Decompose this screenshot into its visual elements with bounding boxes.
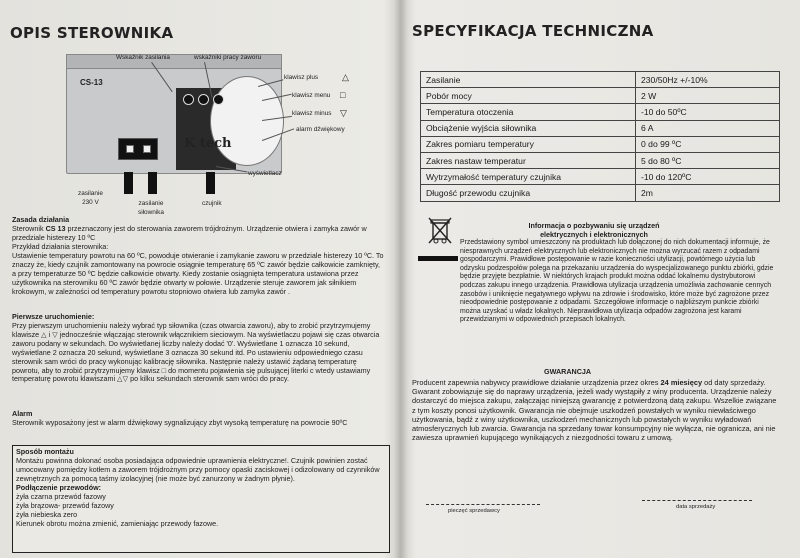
date-line xyxy=(642,500,752,501)
spec-name: Temperatura otoczenia xyxy=(421,104,636,120)
left-title: OPIS STEROWNIKA xyxy=(10,24,174,42)
stamp-label: pieczęć sprzedawcy xyxy=(448,508,500,514)
spec-value: -10 do 50ºC xyxy=(636,104,780,120)
wires-heading: Podłączenie przewodów: xyxy=(16,483,102,492)
actuator-cable xyxy=(148,172,157,194)
power-cable xyxy=(124,172,133,194)
valve-led-icon xyxy=(213,94,224,105)
spec-name: Zasilanie xyxy=(421,72,636,88)
spec-value: 2m xyxy=(636,185,780,201)
alarm-body: Sterownik wyposażony jest w alarm dźwiękowy sygnalizujący zbyt wysoką temperaturę na powrocie 90ºC xyxy=(12,418,348,427)
spec-name: Zakres nastaw temperatur xyxy=(421,152,636,168)
right-column xyxy=(404,0,800,558)
left-column xyxy=(0,0,396,558)
power-indicator-label: Wskaźnik zasilania xyxy=(116,54,170,61)
first-start-body: Przy pierwszym uruchomieniu należy wybrać typ siłownika (czas otwarcia zaworu), aby to zrobić przytrzymujemy klawisze △ i ▽ jednocześnie włączając sterownik włącznikiem sieciowym. Na wyświetlaczu pojawi się czas otwarcia zaworu podany w sekundach. Do wyświetlanej liczby należy dodać '0'. Wyświetlane 1 oznacza 10 sekund, wyświetlane 2 oznacza 20 sekund, wyświetlane 3 oznacza 30 sekund itd. Po ustawieniu odpowiedniego czasu sterownik sam wróci do pracy wykonując kalibrację siłownika. Następnie należy ustawić żądaną temperaturę powrotu, aby to zrobić przytrzymujemy klawisz □ do momentu pojawienia się pulsującej literki c wtedy ustawiamy temperaturę powrotu klawiszami △▽ po kilku sekundach sterownik sam wróci do pracy. xyxy=(12,321,380,384)
spec-name: Wytrzymałość temperatury czujnika xyxy=(421,169,636,185)
mounting-box xyxy=(12,445,390,553)
disposal-body: Przedstawiony symbol umieszczony na produktach lub dołączonej do nich dokumentacji informuje, że niesprawnych urządzeń elektrycznych lub elektronicznych nie można wyrzucać razem z odpadami gospodarczymi. Prawidłowe postępowanie w razie konieczności utylizacji, powtórnego użycia lub odzysku podzespołów polega na przekazaniu urządzenia do wyspecjalizowanego punktu zbiórki, gdzie będzie przyjęte bezpłatnie. W niektórych krajach produkt można oddać lokalnemu dystrybutorowi podczas zakupu innego urządzenia. Prawidłowa utylizacja urządzenia umożliwia zachowanie cennych zasobów i uniknięcie negatywnego wpływu na zdrowie i środowisko, które może być zagrożone przez nieodpowiednie postępowanie z odpadami. Szczegółowe informacje o najbliższym punkcie zbiórki można uzyskać u władz lokalnych. Nieprawidłowa utylizacja odpadów zagrożona jest karami przewidzianymi w odpowiednich przepisach lokalnych. xyxy=(460,239,774,324)
wire-item: Kierunek obrotu można zmienić, zamieniając przewody fazowe. xyxy=(16,519,219,528)
spec-value: 2 W xyxy=(636,88,780,104)
table-row xyxy=(421,72,780,88)
plus-key-icon: △ xyxy=(342,72,349,82)
operation-heading: Zasada działania xyxy=(12,215,70,224)
spec-name: Długość przewodu czujnika xyxy=(421,185,636,201)
stamp-line xyxy=(426,504,540,505)
alarm-heading: Alarm xyxy=(12,409,33,418)
right-title: SPECYFIKACJA TECHNICZNA xyxy=(412,22,654,40)
alarm-label: alarm dźwiękowy xyxy=(296,126,345,133)
table-row xyxy=(421,185,780,201)
menu-key-label: klawisz menu xyxy=(292,92,331,99)
power-switch xyxy=(118,138,158,160)
display-label: wyświetlacz xyxy=(248,170,282,177)
spec-name: Obciążenie wyjścia siłownika xyxy=(421,120,636,136)
table-row xyxy=(421,104,780,120)
disposal-heading: Informacja o pozbywaniu się urządzeń elektrycznych i elektronicznych xyxy=(528,221,660,239)
actuator-supply-label: zasilanie siłownika xyxy=(138,200,164,216)
warranty-heading: GWARANCJA xyxy=(544,367,592,376)
table-row xyxy=(421,88,780,104)
spec-table xyxy=(420,71,780,202)
spec-name: Pobór mocy xyxy=(421,88,636,104)
sensor-cable xyxy=(206,172,215,194)
warranty-body: Producent zapewnia nabywcy prawidłowe działanie urządzenia przez okres 24 miesięcy od daty sprzedaży. Gwarant zobowiązuje się do naprawy urządzenia, jeżeli wady wystąpiły z winy producenta. Urządzenie należy dostarczyć do miejsca zakupu, załączając niniejszą gwarancję z potwierdzoną datą zakupu. Wszelkie związane z tym koszty ponosi użytkownik. Gwarancja nie obejmuje uszkodzeń powstałych w wyniku niewłaściwego użytkowania, bądź z winy użytkownika, uszkodzeń mechanicznych lub powstałych w wyniku wyładowań atmosferycznych lub zwarcia. Gwarancja na sprzedany towar konsumpcyjny nie wyłącza, nie ogranicza, ani nie zawiesza uprawnień kupującego wynikających z niezgodności towaru z umową. xyxy=(412,378,777,443)
menu-key-icon: □ xyxy=(340,90,346,100)
spec-value: -10 do 120ºC xyxy=(636,169,780,185)
valve-led-icon xyxy=(198,94,209,105)
minus-key-icon: ▽ xyxy=(340,108,347,118)
bin-underline xyxy=(418,256,458,261)
sensor-label: czujnik xyxy=(202,200,222,207)
crossed-bin-icon xyxy=(426,215,454,247)
date-label: data sprzedaży xyxy=(676,504,716,510)
operation-example-heading: Przykład działania sterownika: xyxy=(12,242,109,251)
minus-key-label: klawisz minus xyxy=(292,110,332,117)
device-disc xyxy=(210,76,284,166)
table-row xyxy=(421,120,780,136)
spec-value: 5 do 80 ºC xyxy=(636,152,780,168)
first-start-heading: Pierwsze uruchomienie: xyxy=(12,312,95,321)
mounting-heading: Sposób montażu xyxy=(16,447,74,456)
table-row xyxy=(421,169,780,185)
power-supply-label: zasilanie 230 V xyxy=(78,190,103,206)
spec-value: 0 do 99 ºC xyxy=(636,136,780,152)
switch-on-icon xyxy=(143,145,151,153)
mounting-body: Montażu powinna dokonać osoba posiadająca odpowiednie uprawnienia elektryczne!. Czujnik powinien zostać umocowany pomiędzy kotłem a zaworem trójdrożnym przy pomocy opaski zaciskowej i odizolowany od czynników zewnętrznych za pomocą taśmy izolacyjnej (nie może być zanurzony w żadnym płynie). xyxy=(16,456,380,483)
wire-item: żyła czarna przewód fazowy xyxy=(16,492,106,501)
operation-intro: Sterownik CS 13 przeznaczony jest do sterowania zaworem trójdrożnym. Urządzenie otwiera i zamyka zawór w przedziale histerezy 10 ºC xyxy=(12,224,367,242)
operation-body: Ustawienie temperatury powrotu na 60 ºC, powoduje otwieranie i zamykanie zaworu w przedziale histerezy 10 ºC. To znaczy że, kiedy czujnik zamontowany na powrocie osiągnie temperaturę 65 ºC zawór będzie całkowicie zamknięty, a przy temperaturze 50 ºC będzie całkowicie otwarty. Kiedy zostanie osiągnięta temperatura ustawiona przez użytkownika na sterowniku 60 ºC zawór będzie otwarty w połowie. Urządzenie steruje zaworem jak siłnikiem krokowym, w zależności od temperatury powrotu stopniowo otwiera lub zamyka zawór . xyxy=(12,251,384,296)
spec-name: Zakres pomiaru temperatury xyxy=(421,136,636,152)
table-row xyxy=(421,152,780,168)
wire-item: żyła brązowa- przewód fazowy xyxy=(16,501,114,510)
valve-indicator-label: wskaźniki pracy zaworu xyxy=(194,54,262,61)
switch-off-icon xyxy=(126,145,134,153)
spec-value: 230/50Hz +/-10% xyxy=(636,72,780,88)
spec-value: 6 A xyxy=(636,120,780,136)
table-row xyxy=(421,136,780,152)
plus-key-label: klawisz plus xyxy=(284,74,319,81)
brand-logo: K tech xyxy=(184,136,232,151)
device-model: CS-13 xyxy=(80,78,103,87)
power-led-icon xyxy=(183,94,194,105)
wire-item: żyła niebieska zero xyxy=(16,510,78,519)
